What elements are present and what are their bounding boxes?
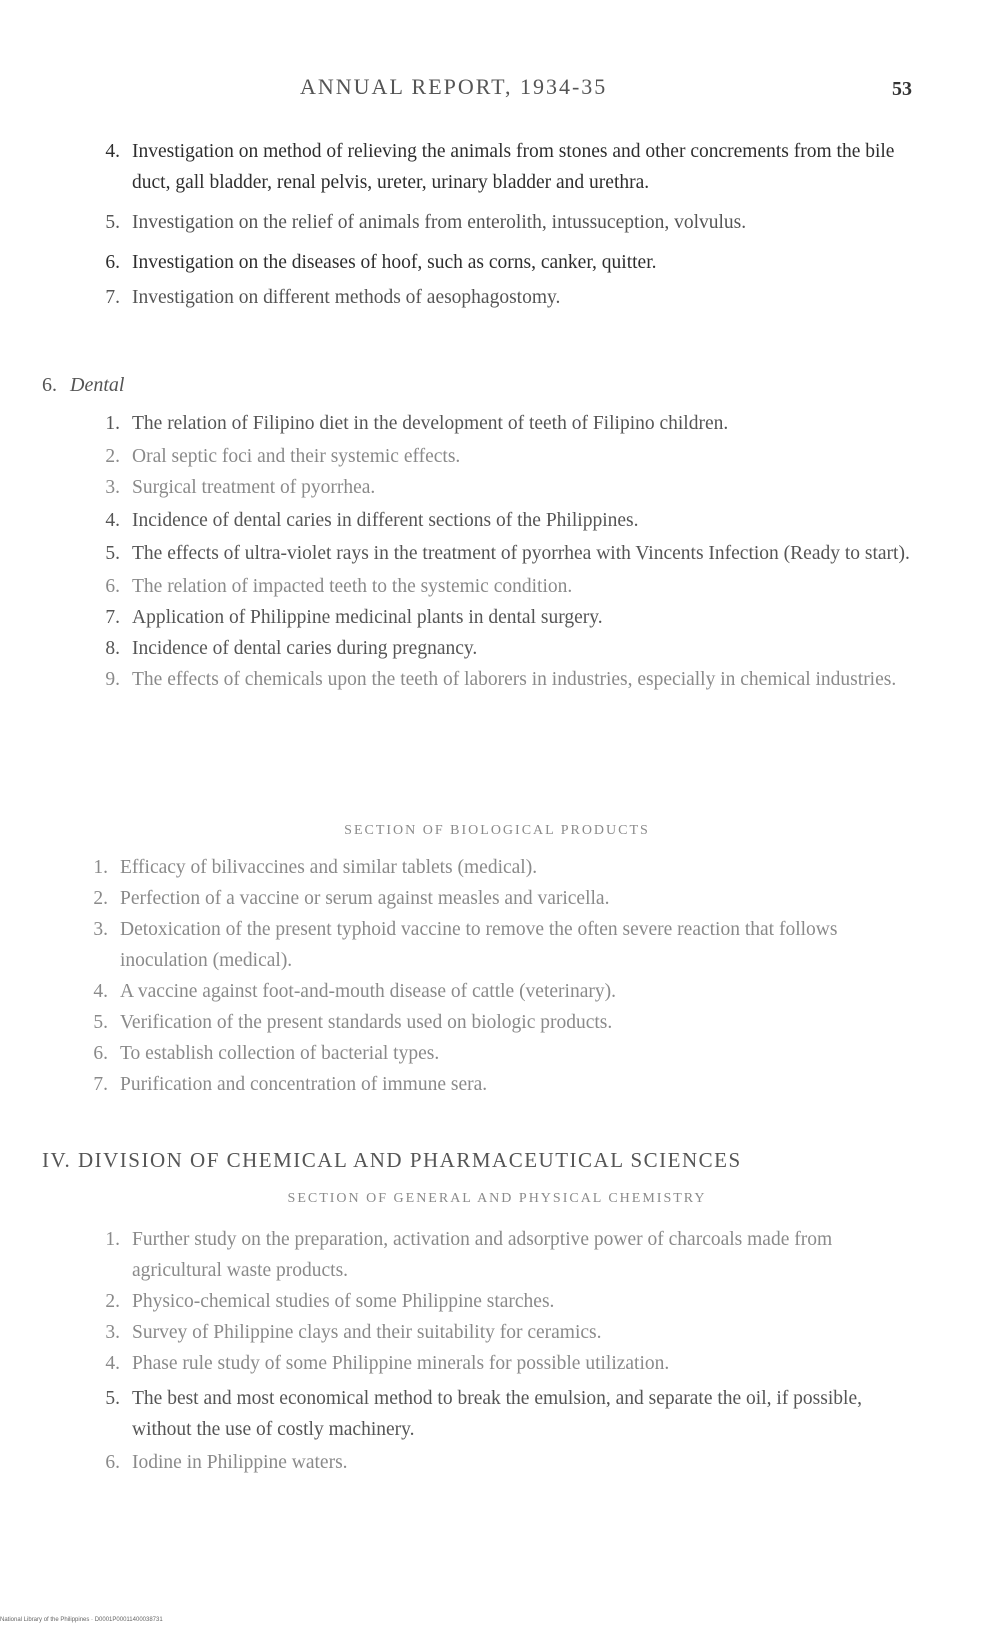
item-text: Surgical treatment of pyorrhea.	[132, 477, 376, 498]
item-number: 3.	[105, 1322, 120, 1343]
item-text: Physico-chemical studies of some Philippine starches.	[132, 1291, 555, 1312]
item-text: The best and most economical method to break the emulsion, and separate the oil, if possible, without the use of costly machinery.	[132, 1388, 862, 1440]
item-text: Investigation on method of relieving the animals from stones and other concrements from the bile duct, gall bladder, renal pelvis, ureter, urinary bladder and urethra.	[132, 141, 895, 193]
list-item	[0, 883, 994, 914]
item-text: The relation of impacted teeth to the systemic condition.	[132, 576, 573, 597]
list-item	[0, 247, 994, 278]
item-number: 2.	[93, 888, 108, 909]
item-number: 6.	[105, 252, 120, 273]
list-item	[0, 1317, 994, 1348]
list-item	[0, 1286, 994, 1317]
item-text: Incidence of dental caries in different sections of the Philippines.	[132, 510, 639, 531]
item-number: 5.	[105, 543, 120, 564]
item-number: 3.	[105, 477, 120, 498]
item-number: 2.	[105, 446, 120, 467]
item-text: Investigation on the diseases of hoof, such as corns, canker, quitter.	[132, 252, 657, 273]
list-item	[0, 408, 994, 439]
item-number: 1.	[93, 857, 108, 878]
item-text: To establish collection of bacterial types.	[120, 1043, 440, 1064]
item-text: A vaccine against foot-and-mouth disease of cattle (veterinary).	[120, 981, 616, 1002]
item-number: 9.	[105, 669, 120, 690]
item-text: Phase rule study of some Philippine minerals for possible utilization.	[132, 1353, 670, 1374]
dental-heading	[42, 374, 124, 397]
footer-credit: National Library of the Philippines · D0001P00011400038731	[0, 1617, 163, 1623]
item-text: Efficacy of bilivaccines and similar tablets (medical).	[120, 857, 538, 878]
dental-title: Dental	[70, 374, 125, 396]
page-number: 53	[892, 78, 912, 100]
item-text: Detoxication of the present typhoid vaccine to remove the often severe reaction that follows inoculation (medical).	[120, 919, 838, 971]
item-number: 4.	[105, 510, 120, 531]
item-number: 6.	[93, 1043, 108, 1064]
chemistry-list	[0, 1224, 994, 1478]
list-item	[0, 664, 994, 695]
item-text: Iodine in Philippine waters.	[132, 1452, 348, 1473]
item-text: Oral septic foci and their systemic effects.	[132, 446, 461, 467]
list-item	[0, 633, 994, 664]
item-text: The relation of Filipino diet in the development of teeth of Filipino children.	[132, 413, 729, 434]
list-item	[0, 282, 994, 313]
item-text: Verification of the present standards used on biologic products.	[120, 1012, 613, 1033]
item-number: 1.	[105, 1229, 120, 1250]
item-number: 4.	[93, 981, 108, 1002]
item-number: 7.	[105, 607, 120, 628]
running-title: ANNUAL REPORT, 1934-35	[300, 74, 608, 99]
item-number: 2.	[105, 1291, 120, 1312]
section-heading-biological: SECTION OF BIOLOGICAL PRODUCTS	[344, 823, 650, 838]
list-item	[0, 136, 994, 198]
item-text: Survey of Philippine clays and their suitability for ceramics.	[132, 1322, 602, 1343]
item-number: 7.	[93, 1074, 108, 1095]
item-number: 4.	[105, 141, 120, 162]
list-item	[0, 472, 994, 503]
item-number: 3.	[93, 919, 108, 940]
biological-list	[0, 852, 994, 1100]
item-text: Application of Philippine medicinal plants in dental surgery.	[132, 607, 603, 628]
list-item	[0, 602, 994, 633]
item-text: Incidence of dental caries during pregnancy.	[132, 638, 478, 659]
dental-number: 6.	[42, 374, 57, 396]
item-text: The effects of ultra-violet rays in the treatment of pyorrhea with Vincents Infection (Ready to start).	[132, 543, 910, 564]
list-item	[0, 852, 994, 883]
item-number: 8.	[105, 638, 120, 659]
item-text: Further study on the preparation, activation and adsorptive power of charcoals made from agricultural waste products.	[132, 1229, 833, 1281]
item-text: The effects of chemicals upon the teeth of laborers in industries, especially in chemical industries.	[132, 669, 897, 690]
item-number: 5.	[93, 1012, 108, 1033]
item-text: Investigation on different methods of aesophagostomy.	[132, 287, 561, 308]
list-item	[0, 1069, 994, 1100]
item-text: Purification and concentration of immune sera.	[120, 1074, 488, 1095]
list-item	[0, 207, 994, 238]
list-item	[0, 505, 994, 536]
item-number: 4.	[105, 1353, 120, 1374]
item-number: 1.	[105, 413, 120, 434]
item-number: 5.	[105, 1388, 120, 1409]
item-number: 6.	[105, 576, 120, 597]
list-item	[0, 1007, 994, 1038]
list-item	[0, 571, 994, 602]
division-heading: IV. DIVISION OF CHEMICAL AND PHARMACEUTICAL SCIENCES	[42, 1148, 742, 1172]
item-text: Investigation on the relief of animals from enterolith, intussuception, volvulus.	[132, 212, 747, 233]
list-item	[0, 1447, 994, 1478]
surgery-list	[0, 136, 994, 313]
item-text: Perfection of a vaccine or serum against measles and varicella.	[120, 888, 610, 909]
list-item	[0, 914, 994, 976]
item-number: 7.	[105, 287, 120, 308]
list-item	[0, 1224, 994, 1286]
dental-list	[0, 408, 994, 695]
list-item	[0, 538, 994, 569]
list-item	[0, 1038, 994, 1069]
list-item	[0, 1348, 994, 1379]
list-item	[0, 976, 994, 1007]
item-number: 6.	[105, 1452, 120, 1473]
item-number: 5.	[105, 212, 120, 233]
section-heading-chemistry: SECTION OF GENERAL AND PHYSICAL CHEMISTRY	[287, 1191, 707, 1206]
list-item	[0, 1383, 994, 1445]
running-header	[0, 74, 994, 114]
list-item	[0, 441, 994, 472]
